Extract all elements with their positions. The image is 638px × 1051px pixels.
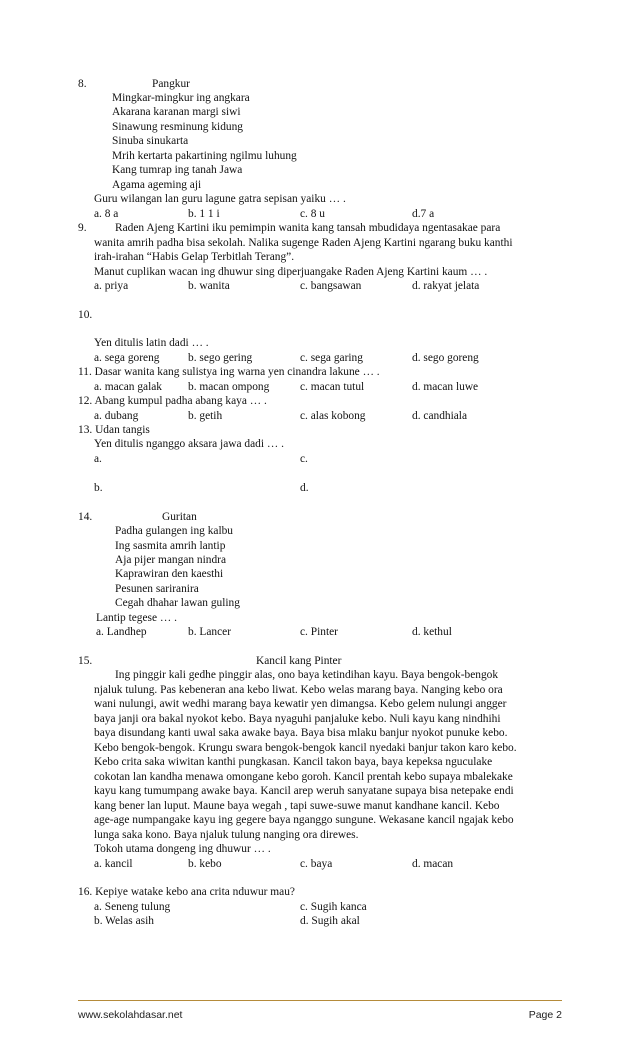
q14-poem-line: Ing sasmita amrih lantip (115, 540, 226, 552)
q10-option-d: d. sego goreng (412, 352, 479, 364)
q15-text-line: cokotan lan kandha menawa omongane kebo goroh. Kancil prentah kebo supaya mbalekake (94, 771, 513, 783)
q15-option-b: b. kebo (188, 858, 222, 870)
q13-question: 13. Udan tangis (78, 424, 150, 436)
q8-poem-line: Akarana karanan margi siwi (112, 106, 241, 118)
q12-option-c: c. alas kobong (300, 410, 366, 422)
q16-option-b: b. Welas asih (94, 915, 154, 927)
q15-text-line: kang bener lan luput. Maune baya wegah , tapi suwe-suwe manut kandhane kancil. Kebo (94, 800, 500, 812)
q8-poem-line: Sinuba sinukarta (112, 135, 189, 147)
q15-text-line: kayu kang tumumpang awake baya. Kancil arep weruh sanyatane supaya bisa netepake endi (94, 785, 514, 797)
q14-option-d: d. kethul (412, 626, 452, 638)
q8-option-a: a. 8 a (94, 208, 119, 220)
q14-poem-line: Pesunen sariranira (115, 583, 199, 595)
q9-number: 9. (78, 222, 87, 234)
q9-option-d: d. rakyat jelata (412, 280, 480, 292)
q8-poem-line: Sinawung resminung kidung (112, 121, 243, 133)
q12-question: 12. Abang kumpul padha abang kaya … . (78, 395, 267, 407)
q10-number: 10. (78, 309, 93, 321)
q15-option-a: a. kancil (94, 858, 133, 870)
q9-option-b: b. wanita (188, 280, 230, 292)
q8-question: Guru wilangan lan guru lagune gatra sepisan yaiku … . (94, 193, 346, 205)
q15-text-line: baya janji ora bakal nyokot kebo. Baya nyaguhi panjaluke kebo. Nuli kayu kang nindhihi (94, 713, 501, 725)
q11-option-d: d. macan luwe (412, 381, 479, 393)
q15-option-c: c. baya (300, 858, 333, 870)
q15-text-line: age-age numpangake kayu ing gegere baya nganggo sungune. Wekasane kancil ngajak kebo (94, 814, 514, 826)
q12-option-a: a. dubang (94, 410, 139, 422)
q16-option-c: c. Sugih kanca (300, 901, 367, 913)
q14-poem-line: Padha gulangen ing kalbu (115, 525, 233, 537)
q10-option-b: b. sego gering (188, 352, 253, 364)
q15-question: Tokoh utama dongeng ing dhuwur … . (94, 843, 271, 855)
q15-text-line: njaluk tulung. Pas kebeneran ana kebo liwat. Kebo welas marang baya. Nanging kebo ora (94, 684, 503, 696)
q10-option-a: a. sega goreng (94, 352, 160, 364)
q8-poem-line: Agama ageming aji (112, 179, 202, 191)
q9-text-line: Manut cuplikan wacan ing dhuwur sing diperjuangake Raden Ajeng Kartini kaum … . (94, 266, 488, 278)
q14-poem-line: Kaprawiran den kaesthi (115, 568, 224, 580)
q14-option-c: c. Pinter (300, 626, 338, 638)
q15-title: Kancil kang Pinter (256, 655, 342, 667)
q14-option-b: b. Lancer (188, 626, 232, 638)
q14-number: 14. (78, 511, 93, 523)
q14-title: Guritan (162, 511, 197, 523)
q16-question: 16. Kepiye watake kebo ana crita nduwur mau? (78, 886, 295, 898)
q11-question: 11. Dasar wanita kang sulistya ing warna yen cinandra lakune … . (78, 366, 380, 378)
q15-text-line: baya disundang kanti uwal saka awake baya. Baya bisa mlaku banjur nyokot punuke kebo. (94, 727, 508, 739)
q8-option-c: c. 8 u (300, 208, 325, 220)
q16-option-a: a. Seneng tulung (94, 901, 171, 913)
q10-option-c: c. sega garing (300, 352, 363, 364)
q11-option-c: c. macan tutul (300, 381, 365, 393)
q9-option-c: c. bangsawan (300, 280, 362, 292)
q8-option-b: b. 1 1 i (188, 208, 220, 220)
q10-question: Yen ditulis latin dadi … . (94, 337, 209, 349)
q15-text-line: lunga saka kono. Baya njaluk tulung nanging ora direwes. (94, 829, 359, 841)
q15-text-line: Kebo bengok-bengok. Krungu swara bengok-bengok kancil nyedaki banjur takon karo kebo. (94, 742, 517, 754)
q12-option-d: d. candhiala (412, 410, 468, 422)
q9-text-line: wanita amrih padha bisa sekolah. Nalika sugenge Raden Ajeng Kartini ngarang buku kanthi (94, 237, 513, 249)
footer-page-number: Page 2 (528, 1009, 562, 1021)
q8-poem-line: Mingkar-mingkur ing angkara (112, 92, 250, 104)
q9-text-line: irah-irahan “Habis Gelap Terbitlah Terang”. (94, 251, 295, 263)
q8-poem-line: Mrih kertarta pakartining ngilmu luhung (112, 150, 297, 162)
q15-text-line: Ing pinggir kali gedhe pinggir alas, ono baya ketindihan kayu. Baya bengok-bengok (115, 669, 499, 681)
q9-option-a: a. priya (94, 280, 129, 292)
q9-text-line: Raden Ajeng Kartini iku pemimpin wanita kang tansah mbudidaya ngentasakae para (115, 222, 501, 234)
q16-option-d: d. Sugih akal (300, 915, 360, 927)
q15-text-line: wani nulungi, awit wedhi marang baya kewatir yen dimangsa. Kebo gelem nulungi angger (94, 698, 507, 710)
q14-poem-line: Aja pijer mangan nindra (115, 554, 227, 566)
q8-poem-line: Kang tumrap ing tanah Jawa (112, 164, 243, 176)
q14-option-a: a. Landhep (96, 626, 147, 638)
q15-number: 15. (78, 655, 93, 667)
q11-option-a: a. macan galak (94, 381, 162, 393)
q15-option-d: d. macan (412, 858, 454, 870)
q11-option-b: b. macan ompong (188, 381, 270, 393)
footer-site: www.sekolahdasar.net (78, 1009, 183, 1021)
q12-option-b: b. getih (188, 410, 223, 422)
q15-text-line: Kebo crita saka wiwitan kanthi pungkasan. Kancil takon baya, baya kepeksa nguculake (94, 756, 493, 768)
q8-title: Pangkur (152, 78, 190, 90)
q14-poem-line: Cegah dhahar lawan guling (115, 597, 240, 609)
page-footer (78, 1000, 562, 1021)
q13-subquestion: Yen ditulis nganggo aksara jawa dadi … . (94, 438, 284, 450)
q13-option-d: d. (300, 482, 309, 494)
q13-option-c: c. (300, 453, 308, 465)
q13-option-a: a. (94, 453, 102, 465)
q13-option-b: b. (94, 482, 103, 494)
q8-option-d: d.7 a (412, 208, 435, 220)
q14-question: Lantip tegese … . (96, 612, 177, 624)
q8-number: 8. (78, 78, 87, 90)
